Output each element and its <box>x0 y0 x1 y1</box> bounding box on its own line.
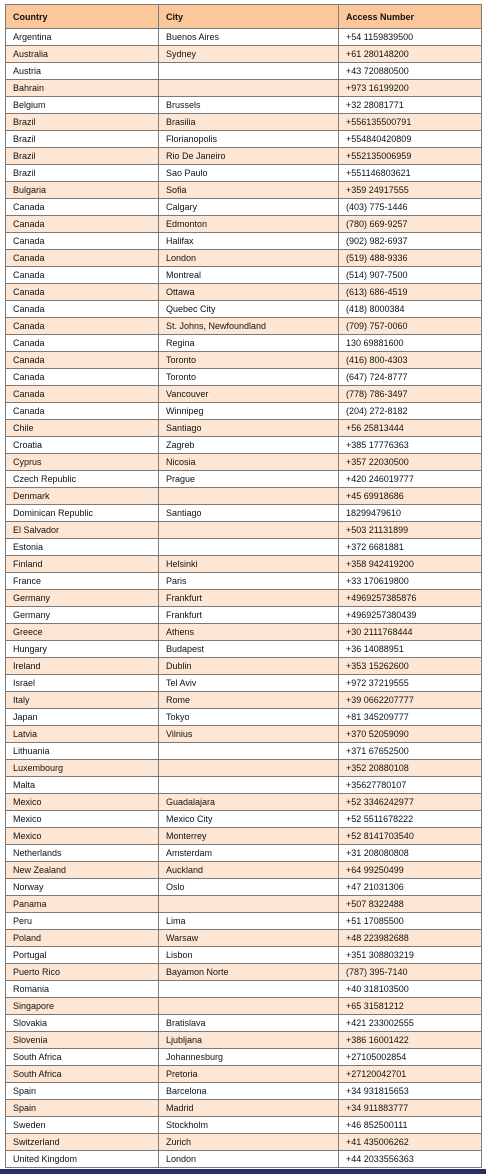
table-row <box>6 760 482 777</box>
cell-access-number: (902) 982-6937 <box>339 233 482 250</box>
table-row <box>6 1151 482 1168</box>
table-row <box>6 777 482 794</box>
cell-country: Brazil <box>6 148 159 165</box>
table-row <box>6 1015 482 1032</box>
cell-access-number: (416) 800-4303 <box>339 352 482 369</box>
cell-city: Sydney <box>159 46 339 63</box>
cell-city: Dublin <box>159 658 339 675</box>
cell-access-number: +385 17776363 <box>339 437 482 454</box>
table-row <box>6 284 482 301</box>
cell-country: Canada <box>6 301 159 318</box>
cell-city: Regina <box>159 335 339 352</box>
cell-country: Bulgaria <box>6 182 159 199</box>
cell-access-number: +372 6681881 <box>339 539 482 556</box>
cell-country: Germany <box>6 607 159 624</box>
cell-city <box>159 743 339 760</box>
table-row <box>6 539 482 556</box>
cell-country: Spain <box>6 1083 159 1100</box>
cell-country: Singapore <box>6 998 159 1015</box>
cell-country: Switzerland <box>6 1134 159 1151</box>
table-row <box>6 148 482 165</box>
cell-city: Toronto <box>159 352 339 369</box>
table-row <box>6 1100 482 1117</box>
cell-country: Latvia <box>6 726 159 743</box>
table-row <box>6 63 482 80</box>
cell-city: Oslo <box>159 879 339 896</box>
cell-city <box>159 777 339 794</box>
cell-country: Croatia <box>6 437 159 454</box>
table-row <box>6 1049 482 1066</box>
cell-city: Amsterdam <box>159 845 339 862</box>
cell-country: Canada <box>6 369 159 386</box>
table-row <box>6 573 482 590</box>
cell-access-number: +420 246019777 <box>339 471 482 488</box>
cell-country: Japan <box>6 709 159 726</box>
table-row <box>6 930 482 947</box>
cell-country: Hungary <box>6 641 159 658</box>
cell-access-number: +81 345209777 <box>339 709 482 726</box>
cell-access-number: +30 2111768444 <box>339 624 482 641</box>
cell-access-number: +359 24917555 <box>339 182 482 199</box>
cell-country: New Zealand <box>6 862 159 879</box>
cell-city: Helsinki <box>159 556 339 573</box>
cell-access-number: +34 911883777 <box>339 1100 482 1117</box>
table-row <box>6 352 482 369</box>
cell-city <box>159 80 339 97</box>
cell-city: Brasilia <box>159 114 339 131</box>
cell-access-number: 18299479610 <box>339 505 482 522</box>
cell-access-number: +507 8322488 <box>339 896 482 913</box>
cell-access-number: +36 14088951 <box>339 641 482 658</box>
cell-city <box>159 998 339 1015</box>
cell-country: Germany <box>6 590 159 607</box>
table-row <box>6 913 482 930</box>
cell-city: Zagreb <box>159 437 339 454</box>
cell-city: St. Johns, Newfoundland <box>159 318 339 335</box>
cell-city: Halifax <box>159 233 339 250</box>
cell-access-number: +352 20880108 <box>339 760 482 777</box>
cell-city: Tokyo <box>159 709 339 726</box>
cell-country: Canada <box>6 233 159 250</box>
cell-access-number: +52 3346242977 <box>339 794 482 811</box>
cell-country: Canada <box>6 386 159 403</box>
cell-access-number: +64 99250499 <box>339 862 482 879</box>
cell-city <box>159 522 339 539</box>
cell-access-number: +353 15262600 <box>339 658 482 675</box>
cell-city <box>159 981 339 998</box>
table-row <box>6 250 482 267</box>
table-row <box>6 165 482 182</box>
cell-access-number: +41 435006262 <box>339 1134 482 1151</box>
cell-access-number: +27120042701 <box>339 1066 482 1083</box>
cell-city: Santiago <box>159 505 339 522</box>
cell-city: Athens <box>159 624 339 641</box>
cell-city: Frankfurt <box>159 607 339 624</box>
table-row <box>6 607 482 624</box>
cell-access-number: +386 16001422 <box>339 1032 482 1049</box>
cell-country: South Africa <box>6 1066 159 1083</box>
cell-city: Santiago <box>159 420 339 437</box>
cell-access-number: +972 37219555 <box>339 675 482 692</box>
cell-country: Norway <box>6 879 159 896</box>
cell-city: Florianopolis <box>159 131 339 148</box>
cell-access-number: +56 25813444 <box>339 420 482 437</box>
cell-country: Canada <box>6 403 159 420</box>
cell-access-number: +46 852500111 <box>339 1117 482 1134</box>
table-row <box>6 301 482 318</box>
cell-access-number: 130 69881600 <box>339 335 482 352</box>
table-row <box>6 369 482 386</box>
cell-city: Warsaw <box>159 930 339 947</box>
cell-access-number: +556135500791 <box>339 114 482 131</box>
cell-access-number: +35627780107 <box>339 777 482 794</box>
column-header-city: City <box>159 5 339 29</box>
cell-country: Mexico <box>6 828 159 845</box>
cell-city <box>159 760 339 777</box>
cell-access-number: (204) 272-8182 <box>339 403 482 420</box>
table-row <box>6 896 482 913</box>
cell-country: United Kingdom <box>6 1151 159 1168</box>
cell-country: Mexico <box>6 811 159 828</box>
cell-access-number: +39 0662207777 <box>339 692 482 709</box>
cell-country: Poland <box>6 930 159 947</box>
cell-country: Panama <box>6 896 159 913</box>
cell-country: Austria <box>6 63 159 80</box>
cell-city <box>159 488 339 505</box>
cell-access-number: +31 208080808 <box>339 845 482 862</box>
cell-city: Vilnius <box>159 726 339 743</box>
cell-city: Johannesburg <box>159 1049 339 1066</box>
table-row <box>6 80 482 97</box>
access-number-table <box>5 4 482 1168</box>
cell-access-number: +45 69918686 <box>339 488 482 505</box>
cell-access-number: +54 1159839500 <box>339 29 482 46</box>
cell-country: Belgium <box>6 97 159 114</box>
table-row <box>6 522 482 539</box>
table-row <box>6 947 482 964</box>
table-row <box>6 216 482 233</box>
table-row <box>6 828 482 845</box>
cell-access-number: (709) 757-0060 <box>339 318 482 335</box>
cell-city <box>159 539 339 556</box>
table-row <box>6 641 482 658</box>
table-row <box>6 590 482 607</box>
table-row <box>6 794 482 811</box>
cell-country: Bahrain <box>6 80 159 97</box>
cell-access-number: +51 17085500 <box>339 913 482 930</box>
table-row <box>6 743 482 760</box>
cell-country: Greece <box>6 624 159 641</box>
table-row <box>6 709 482 726</box>
cell-access-number: +351 308803219 <box>339 947 482 964</box>
cell-access-number: +421 233002555 <box>339 1015 482 1032</box>
cell-city: Calgary <box>159 199 339 216</box>
cell-access-number: +52 8141703540 <box>339 828 482 845</box>
cell-city: Budapest <box>159 641 339 658</box>
cell-city: Edmonton <box>159 216 339 233</box>
cell-country: Slovakia <box>6 1015 159 1032</box>
cell-access-number: +4969257385876 <box>339 590 482 607</box>
cell-city: Rome <box>159 692 339 709</box>
cell-city: Stockholm <box>159 1117 339 1134</box>
cell-country: Canada <box>6 199 159 216</box>
table-row <box>6 233 482 250</box>
cell-access-number: +371 67652500 <box>339 743 482 760</box>
cell-access-number: +52 5511678222 <box>339 811 482 828</box>
cell-country: Netherlands <box>6 845 159 862</box>
cell-access-number: +47 21031306 <box>339 879 482 896</box>
cell-city: Guadalajara <box>159 794 339 811</box>
cell-country: Czech Republic <box>6 471 159 488</box>
cell-city <box>159 63 339 80</box>
cell-country: Lithuania <box>6 743 159 760</box>
cell-country: South Africa <box>6 1049 159 1066</box>
cell-country: Romania <box>6 981 159 998</box>
cell-access-number: +48 223982688 <box>339 930 482 947</box>
cell-country: Canada <box>6 267 159 284</box>
table-row <box>6 981 482 998</box>
cell-city: Nicosia <box>159 454 339 471</box>
table-row <box>6 862 482 879</box>
cell-country: Dominican Republic <box>6 505 159 522</box>
cell-city: Brussels <box>159 97 339 114</box>
cell-access-number: +554840420809 <box>339 131 482 148</box>
cell-access-number: +4969257380439 <box>339 607 482 624</box>
cell-country: Israel <box>6 675 159 692</box>
cell-country: Canada <box>6 216 159 233</box>
cell-country: France <box>6 573 159 590</box>
cell-country: Ireland <box>6 658 159 675</box>
table-row <box>6 437 482 454</box>
cell-country: Canada <box>6 318 159 335</box>
cell-access-number: (778) 786-3497 <box>339 386 482 403</box>
table-row <box>6 199 482 216</box>
cell-city: London <box>159 250 339 267</box>
cell-city: Zurich <box>159 1134 339 1151</box>
cell-country: Cyprus <box>6 454 159 471</box>
cell-access-number: (787) 395-7140 <box>339 964 482 981</box>
cell-access-number: (403) 775-1446 <box>339 199 482 216</box>
cell-city: Bayamon Norte <box>159 964 339 981</box>
cell-country: Sweden <box>6 1117 159 1134</box>
cell-access-number: (780) 669-9257 <box>339 216 482 233</box>
cell-city: Lima <box>159 913 339 930</box>
table-row <box>6 845 482 862</box>
column-header-access-number: Access Number <box>339 5 482 29</box>
table-header-row <box>6 5 482 29</box>
table-row <box>6 964 482 981</box>
cell-country: Peru <box>6 913 159 930</box>
table-row <box>6 1032 482 1049</box>
cell-city: Sao Paulo <box>159 165 339 182</box>
cell-city: Toronto <box>159 369 339 386</box>
cell-access-number: +357 22030500 <box>339 454 482 471</box>
cell-city: Barcelona <box>159 1083 339 1100</box>
cell-country: Estonia <box>6 539 159 556</box>
cell-access-number: +65 31581212 <box>339 998 482 1015</box>
cell-country: Portugal <box>6 947 159 964</box>
table-row <box>6 318 482 335</box>
cell-access-number: +551146803621 <box>339 165 482 182</box>
window-bottom-edge <box>0 1169 486 1174</box>
cell-country: Canada <box>6 250 159 267</box>
table-row <box>6 114 482 131</box>
cell-city <box>159 896 339 913</box>
table-row <box>6 335 482 352</box>
table-row <box>6 471 482 488</box>
table-row <box>6 505 482 522</box>
cell-access-number: (647) 724-8777 <box>339 369 482 386</box>
cell-access-number: (613) 686-4519 <box>339 284 482 301</box>
cell-city: Prague <box>159 471 339 488</box>
cell-city: Rio De Janeiro <box>159 148 339 165</box>
cell-country: El Salvador <box>6 522 159 539</box>
cell-country: Denmark <box>6 488 159 505</box>
cell-country: Malta <box>6 777 159 794</box>
cell-country: Brazil <box>6 114 159 131</box>
table-row <box>6 1117 482 1134</box>
cell-access-number: +61 280148200 <box>339 46 482 63</box>
cell-access-number: +43 720880500 <box>339 63 482 80</box>
cell-country: Canada <box>6 284 159 301</box>
table-row <box>6 46 482 63</box>
cell-access-number: +552135006959 <box>339 148 482 165</box>
cell-country: Australia <box>6 46 159 63</box>
table-row <box>6 488 482 505</box>
cell-city: Frankfurt <box>159 590 339 607</box>
cell-access-number: (519) 488-9336 <box>339 250 482 267</box>
table-row <box>6 1134 482 1151</box>
cell-country: Brazil <box>6 131 159 148</box>
table-row <box>6 811 482 828</box>
table-row <box>6 658 482 675</box>
cell-country: Brazil <box>6 165 159 182</box>
table-row <box>6 675 482 692</box>
table-body <box>6 29 482 1168</box>
cell-country: Canada <box>6 335 159 352</box>
cell-city: Montreal <box>159 267 339 284</box>
cell-access-number: (418) 8000384 <box>339 301 482 318</box>
cell-country: Chile <box>6 420 159 437</box>
table-row <box>6 29 482 46</box>
cell-access-number: +27105002854 <box>339 1049 482 1066</box>
cell-city: Bratislava <box>159 1015 339 1032</box>
cell-country: Luxembourg <box>6 760 159 777</box>
cell-city: Buenos Aires <box>159 29 339 46</box>
cell-access-number: +40 318103500 <box>339 981 482 998</box>
cell-access-number: (514) 907-7500 <box>339 267 482 284</box>
table-row <box>6 131 482 148</box>
cell-country: Mexico <box>6 794 159 811</box>
cell-city: Monterrey <box>159 828 339 845</box>
column-header-country: Country <box>6 5 159 29</box>
table-row <box>6 403 482 420</box>
cell-city: Paris <box>159 573 339 590</box>
cell-city: London <box>159 1151 339 1168</box>
table-row <box>6 1066 482 1083</box>
cell-country: Puerto Rico <box>6 964 159 981</box>
cell-country: Argentina <box>6 29 159 46</box>
table-row <box>6 624 482 641</box>
cell-access-number: +33 170619800 <box>339 573 482 590</box>
cell-city: Madrid <box>159 1100 339 1117</box>
cell-city: Sofia <box>159 182 339 199</box>
cell-access-number: +32 28081771 <box>339 97 482 114</box>
cell-country: Finland <box>6 556 159 573</box>
cell-city: Auckland <box>159 862 339 879</box>
cell-country: Spain <box>6 1100 159 1117</box>
cell-access-number: +370 52059090 <box>339 726 482 743</box>
table-row <box>6 267 482 284</box>
table-row <box>6 420 482 437</box>
table-row <box>6 454 482 471</box>
cell-country: Canada <box>6 352 159 369</box>
cell-access-number: +44 2033556363 <box>339 1151 482 1168</box>
table-row <box>6 692 482 709</box>
cell-access-number: +358 942419200 <box>339 556 482 573</box>
table-row <box>6 182 482 199</box>
table-row <box>6 879 482 896</box>
cell-city: Pretoria <box>159 1066 339 1083</box>
cell-country: Slovenia <box>6 1032 159 1049</box>
cell-city: Mexico City <box>159 811 339 828</box>
table-row <box>6 998 482 1015</box>
cell-city: Tel Aviv <box>159 675 339 692</box>
cell-country: Italy <box>6 692 159 709</box>
cell-city: Ottawa <box>159 284 339 301</box>
cell-city: Winnipeg <box>159 403 339 420</box>
cell-access-number: +34 931815653 <box>339 1083 482 1100</box>
table-row <box>6 1083 482 1100</box>
cell-city: Lisbon <box>159 947 339 964</box>
cell-city: Vancouver <box>159 386 339 403</box>
cell-city: Quebec City <box>159 301 339 318</box>
table-row <box>6 97 482 114</box>
table-row <box>6 556 482 573</box>
table-row <box>6 726 482 743</box>
cell-access-number: +973 16199200 <box>339 80 482 97</box>
table-row <box>6 386 482 403</box>
cell-access-number: +503 21131899 <box>339 522 482 539</box>
cell-city: Ljubljana <box>159 1032 339 1049</box>
